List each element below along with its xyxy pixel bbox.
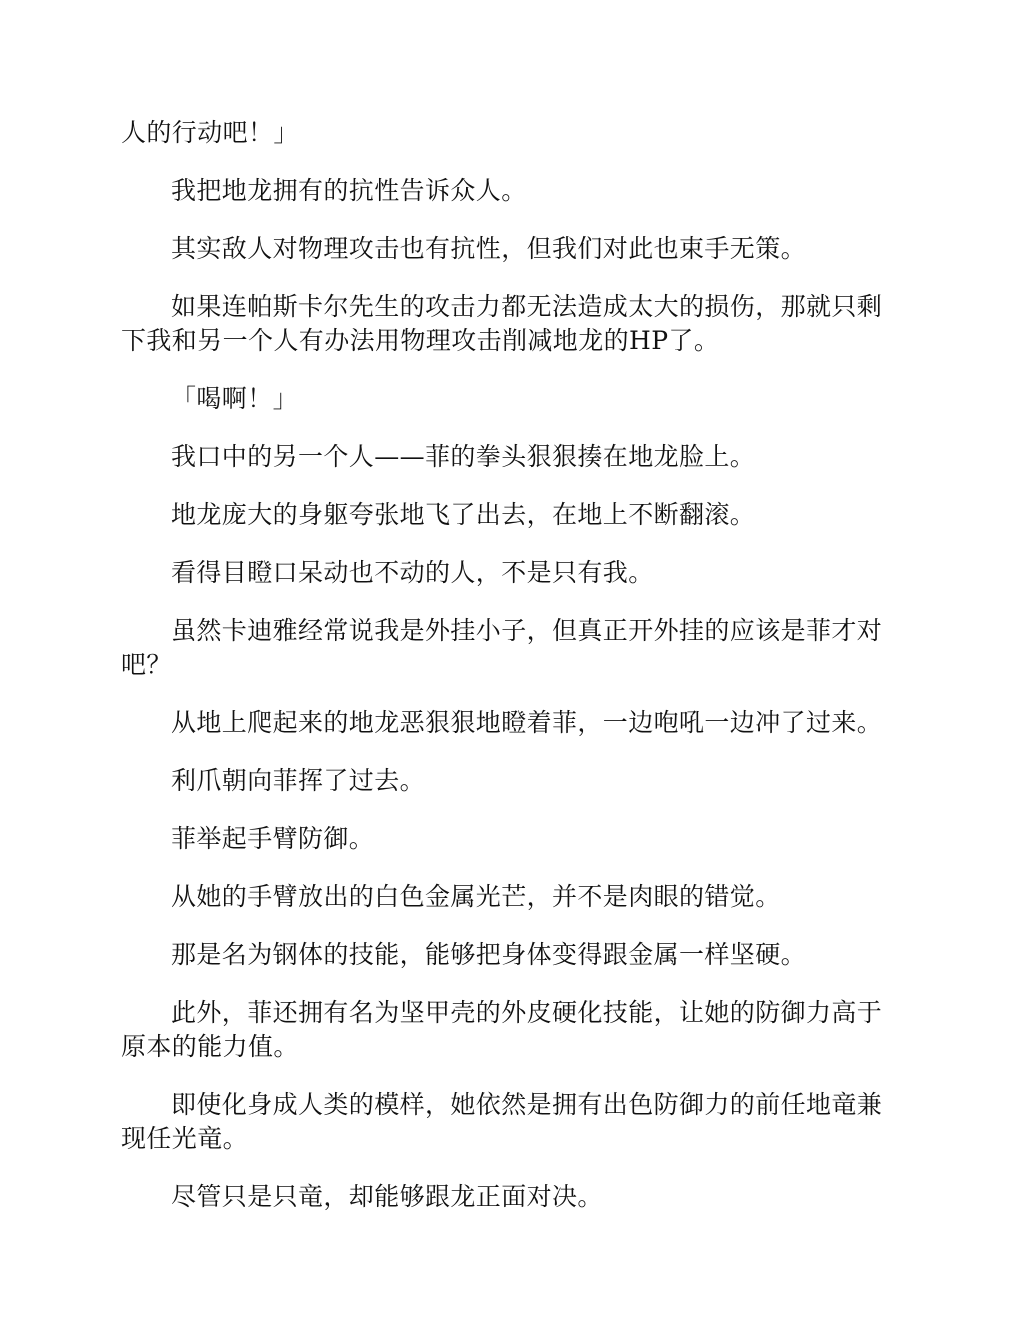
paragraph-15: 此外，菲还拥有名为坚甲壳的外皮硬化技能，让她的防御力高于原本的能力值。 <box>121 998 883 1061</box>
text-body <box>121 116 899 1238</box>
paragraph-2: 我把地龙拥有的抗性告诉众人。 <box>171 176 527 205</box>
paragraph-1: 人的行动吧！」 <box>121 118 299 147</box>
paragraph-13: 从她的手臂放出的白色金属光芒，并不是肉眼的错觉。 <box>171 882 781 911</box>
paragraph-10: 从地上爬起来的地龙恶狠狠地瞪着菲，一边咆吼一边冲了过来。 <box>171 708 883 737</box>
paragraph-6: 我口中的另一个人——菲的拳头狠狠揍在地龙脸上。 <box>171 442 756 471</box>
paragraph-5: 「喝啊！」 <box>171 384 299 413</box>
paragraph-4: 如果连帕斯卡尔先生的攻击力都无法造成太大的损伤，那就只剩下我和另一个人有办法用物理攻击削减地龙的HP了。 <box>121 292 883 355</box>
paragraph-12: 菲举起手臂防御。 <box>171 824 375 853</box>
paragraph-17: 尽管只是只竜，却能够跟龙正面对决。 <box>171 1182 603 1211</box>
paragraph-8: 看得目瞪口呆动也不动的人，不是只有我。 <box>171 558 654 587</box>
paragraph-11: 利爪朝向菲挥了过去。 <box>171 766 426 795</box>
paragraph-9: 虽然卡迪雅经常说我是外挂小子，但真正开外挂的应该是菲才对吧？ <box>121 616 883 679</box>
paragraph-14: 那是名为钢体的技能，能够把身体变得跟金属一样坚硬。 <box>171 940 807 969</box>
paragraph-3: 其实敌人对物理攻击也有抗性，但我们对此也束手无策。 <box>171 234 807 263</box>
paragraph-7: 地龙庞大的身躯夸张地飞了出去，在地上不断翻滚。 <box>171 500 756 529</box>
paragraph-16: 即使化身成人类的模样，她依然是拥有出色防御力的前任地竜兼现任光竜。 <box>121 1090 883 1153</box>
